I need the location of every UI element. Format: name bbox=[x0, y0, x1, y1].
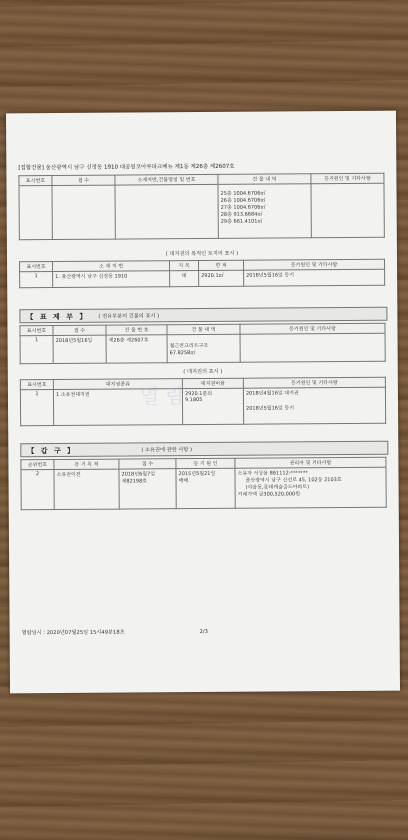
header-cell: 등기원인 및 기타사항 bbox=[311, 173, 384, 184]
table-cell bbox=[52, 185, 115, 239]
table-row bbox=[21, 467, 386, 510]
header-cell: 등기원인 및 기타사항 bbox=[243, 377, 385, 388]
header-cell: 면 적 bbox=[199, 260, 244, 270]
land-right-type: 1 소유권대지권 bbox=[53, 389, 182, 426]
section-title: 【 표 제 부 】 bbox=[26, 312, 89, 322]
table-row bbox=[20, 269, 385, 288]
table-row bbox=[20, 387, 385, 426]
land-section-title: ( 대지권의 목적인 토지의 표시 ) bbox=[165, 250, 239, 258]
building-summary-table bbox=[18, 173, 384, 241]
view-datetime: 열람일시 : 2020년07월25일 15시49분18초 bbox=[21, 629, 125, 637]
section-subtitle: ( 전유부분의 건물의 표시 ) bbox=[98, 313, 160, 320]
cause-line: 2018년4월16일 대지권 bbox=[245, 390, 299, 397]
document-heading: [집합건물] 울산광역시 남구 신정동 1910 대공원코아루파크베뉴 제1동 제26층 제2607호 bbox=[18, 163, 235, 172]
table-row bbox=[19, 183, 384, 240]
header-cell: 지 목 bbox=[170, 261, 199, 271]
header-cell: 등 기 원 인 bbox=[176, 458, 235, 468]
ratio-denominator: 2920.1분의 bbox=[184, 390, 213, 398]
header-cell: 소재지번,건물명칭 및 번호 bbox=[115, 174, 218, 185]
floor-area-line: 28층 913.6684㎡ bbox=[220, 211, 263, 218]
header-cell: 소 재 지 번 bbox=[53, 261, 170, 272]
floor-area-line: 26층 1004.6706㎡ bbox=[220, 197, 266, 204]
header-cell: 등기원인 및 기타사항 bbox=[240, 323, 385, 334]
floor-area-line: 25층 1004.6706㎡ bbox=[220, 190, 266, 197]
cause-type: 매매 bbox=[178, 478, 189, 485]
header-cell: 표시번호 bbox=[20, 262, 53, 272]
section-title: 【 갑 구 】 bbox=[27, 446, 77, 456]
land-right-ratio bbox=[182, 388, 243, 424]
header-cell: 접 수 bbox=[53, 325, 106, 335]
table-row bbox=[20, 333, 385, 364]
price-line: 거래가액 금300,520,000원 bbox=[237, 491, 301, 498]
page-number: 2/3 bbox=[199, 628, 208, 636]
land-cause: 2018년5월16일 등기 bbox=[244, 269, 385, 286]
header-cell: 대지권비율 bbox=[182, 378, 243, 388]
cause-date: 2015년5월21일 bbox=[178, 470, 216, 478]
header-cell: 대지권종류 bbox=[53, 379, 182, 390]
header-cell: 접 수 bbox=[52, 175, 115, 185]
register-document-page bbox=[6, 111, 400, 694]
land-right-cause bbox=[243, 387, 385, 424]
land-right-table bbox=[20, 377, 386, 427]
row-number: 1 bbox=[20, 272, 53, 288]
table-cell bbox=[115, 184, 218, 239]
floor-area-line: 27층 1004.6706㎡ bbox=[220, 204, 266, 211]
building-detail-cell bbox=[218, 184, 311, 239]
area-text: 67.8258㎡ bbox=[169, 350, 196, 357]
gapgu-section-header bbox=[20, 441, 388, 458]
daeji-section-title: ( 대지권의 표시 ) bbox=[183, 368, 223, 376]
header-cell: 표시번호 bbox=[20, 326, 53, 336]
row-number: 1 bbox=[20, 390, 53, 426]
owner-line: 소유자 서상윤 861112-******* bbox=[237, 470, 309, 477]
land-location: 1. 울산광역시 남구 신정동 1910 bbox=[53, 271, 170, 288]
row-number: 1 bbox=[20, 336, 53, 364]
header-cell: 건 물 내 역 bbox=[167, 324, 240, 335]
header-cell: 등 기 목 적 bbox=[54, 459, 119, 469]
header-cell: 등기원인 및 기타사항 bbox=[244, 259, 385, 270]
ratio-numerator: 9.1805 bbox=[184, 397, 203, 404]
rights-holder-cell bbox=[235, 467, 386, 508]
table-cell bbox=[311, 183, 384, 238]
receipt-cell bbox=[119, 469, 176, 509]
table-cell bbox=[240, 333, 385, 362]
header-cell: 건 물 내 역 bbox=[218, 174, 311, 185]
receipt-date: 2018년5월16일 bbox=[53, 335, 106, 363]
land-area: 2920.1㎡ bbox=[199, 270, 244, 286]
header-cell: 표시번호 bbox=[19, 176, 52, 186]
structure-text: 철근콘크리트구조 bbox=[169, 342, 209, 350]
pyoje-section-header bbox=[19, 307, 387, 324]
receipt-number: 제82198호 bbox=[121, 478, 148, 485]
table-cell bbox=[19, 186, 52, 240]
cause-line: 2018년5월16일 등기 bbox=[246, 405, 295, 412]
building-number: 제26층 제2607호 bbox=[106, 335, 167, 363]
building-detail-cell bbox=[167, 334, 240, 363]
address-line: (야음동,롯데캐슬골드아파트) bbox=[245, 484, 310, 491]
registration-purpose: 소유권이전 bbox=[54, 469, 119, 509]
address-line: 울산광역시 남구 신선로 45, 102동 2103호 bbox=[245, 477, 342, 484]
header-cell: 권리자 및 기타사항 bbox=[235, 457, 386, 468]
ownership-table bbox=[20, 457, 386, 511]
header-cell: 접 수 bbox=[119, 459, 176, 469]
floor-area-line: 29층 661.4101㎡ bbox=[220, 218, 263, 225]
section-subtitle: ( 소유권에 관한 사항 ) bbox=[141, 447, 193, 454]
watermark: 열 람 bbox=[139, 384, 186, 409]
land-table bbox=[19, 259, 385, 289]
header-cell: 건 물 번 호 bbox=[106, 325, 167, 335]
header-cell: 순위번호 bbox=[21, 460, 54, 470]
cause-cell bbox=[176, 468, 235, 508]
row-number: 2 bbox=[21, 470, 54, 510]
land-category: 대 bbox=[170, 271, 199, 287]
receipt-date: 2018년6월7일 bbox=[121, 471, 156, 478]
unit-building-table bbox=[19, 323, 385, 365]
header-cell: 표시번호 bbox=[20, 380, 53, 390]
